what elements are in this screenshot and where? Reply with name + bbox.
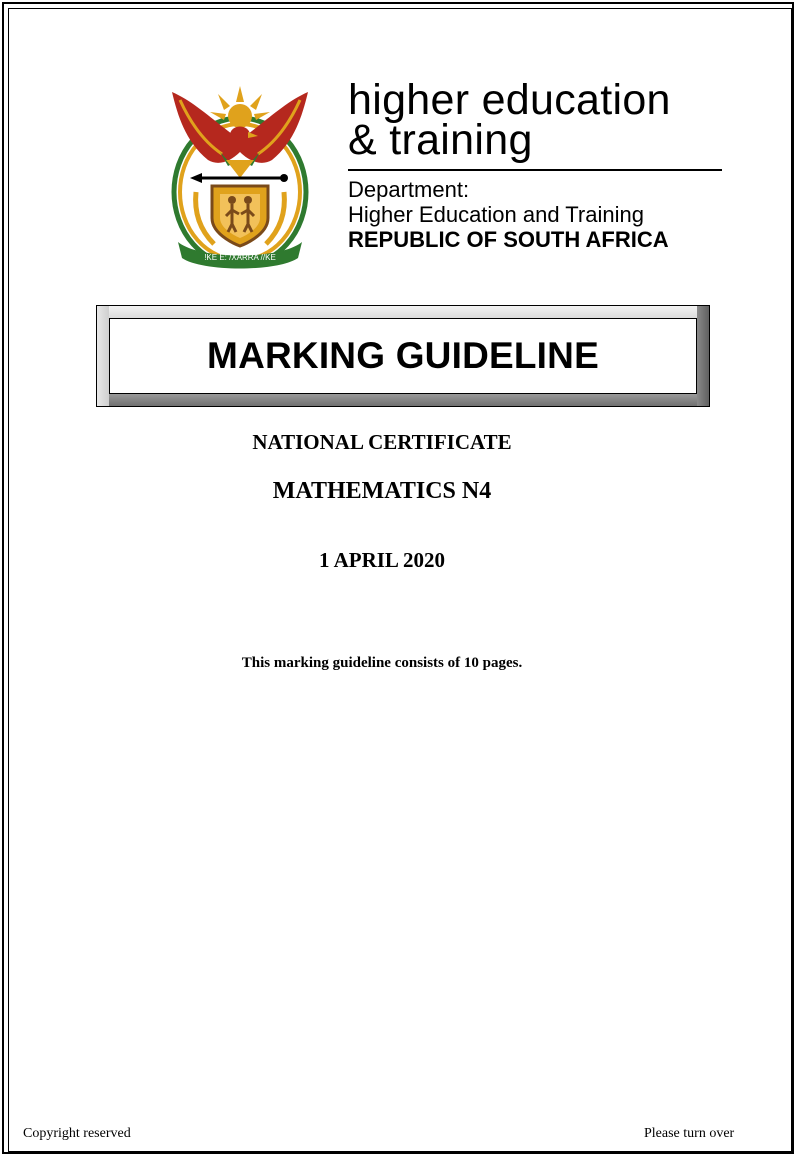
title-box-bevel-top	[97, 306, 709, 318]
exam-date: 1 APRIL 2020	[318, 548, 446, 572]
coat-motto: !KE E: /XARRA //KE	[204, 253, 276, 262]
title-box-bevel-left	[97, 306, 109, 406]
title-box-inner	[109, 318, 697, 394]
title-box-bevel-bottom	[97, 394, 709, 406]
department-name: Higher Education and Training	[348, 202, 644, 227]
brand-line-1: higher education	[348, 76, 671, 124]
country-name: REPUBLIC OF SOUTH AFRICA	[348, 227, 669, 252]
title-box	[96, 305, 710, 407]
footer-copyright: Copyright reserved	[23, 1126, 131, 1141]
page-count-note: This marking guideline consists of 10 pages.	[241, 655, 523, 671]
subject-heading: MATHEMATICS N4	[272, 478, 492, 504]
footer-turn-over: Please turn over	[644, 1126, 735, 1141]
title-box-bevel-right	[697, 306, 709, 406]
brand-line-2: & training	[348, 116, 533, 164]
department-heading	[348, 76, 728, 252]
certificate-heading: NATIONAL CERTIFICATE	[252, 430, 512, 454]
department-label: Department:	[348, 177, 470, 202]
coat-of-arms-icon	[160, 82, 320, 272]
document-title: MARKING GUIDELINE	[207, 335, 599, 376]
brand-divider	[348, 169, 722, 171]
